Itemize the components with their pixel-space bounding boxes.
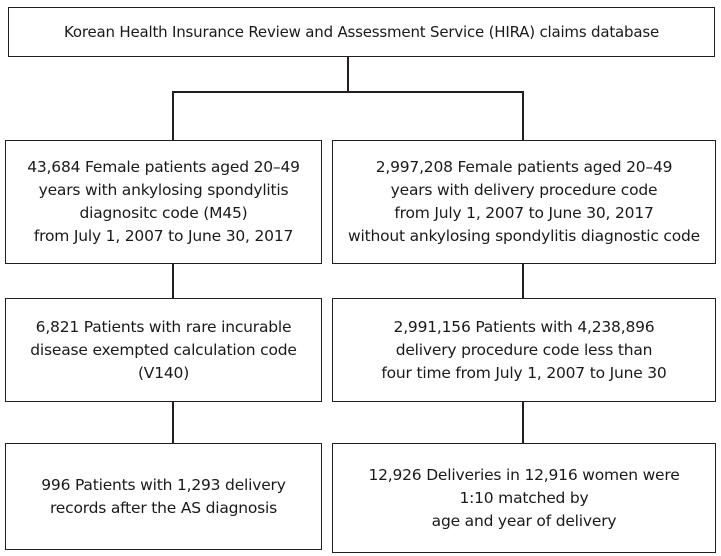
box-text-line: Korean Health Insurance Review and Assessment Service (HIRA) claims database xyxy=(64,22,659,41)
connector-split xyxy=(172,91,523,93)
connector-top-down xyxy=(347,57,349,92)
connector-left-2-3 xyxy=(172,402,174,443)
box-text-line: 996 Patients with 1,293 delivery xyxy=(41,475,286,494)
box-text-line: 43,684 Female patients aged 20–49 xyxy=(27,158,300,176)
box-text-line: from July 1, 2007 to June 30, 2017 xyxy=(33,227,294,245)
box-text-line: (V140) xyxy=(137,363,190,382)
rare-disease-code-box xyxy=(5,298,322,402)
box-text-line: 6,821 Patients with rare incurable xyxy=(35,317,292,336)
connector-left-branch xyxy=(172,91,174,140)
connector-right-1-2 xyxy=(522,264,524,298)
box-text-line: age and year of delivery xyxy=(431,511,617,530)
box-text-line: delivery procedure code less than xyxy=(395,340,653,359)
connector-left-1-2 xyxy=(172,264,174,298)
delivery-code-count-box xyxy=(332,298,716,402)
box-text-line: diagnositc code (M45) xyxy=(79,204,248,222)
matched-deliveries-box xyxy=(332,443,716,553)
delivery-patients-box xyxy=(332,140,716,264)
box-text-line: from July 1, 2007 to June 30, 2017 xyxy=(394,204,654,222)
hira-database-box xyxy=(8,7,715,57)
connector-right-branch xyxy=(522,91,524,140)
as-patients-box xyxy=(5,140,322,264)
box-text-line: records after the AS diagnosis xyxy=(49,498,278,517)
box-text-line: disease exempted calculation code xyxy=(30,340,297,359)
box-text-line: four time from July 1, 2007 to June 30 xyxy=(381,363,667,382)
box-text-line: 1:10 matched by xyxy=(459,488,589,507)
as-delivery-records-box xyxy=(5,443,322,550)
connector-right-2-3 xyxy=(522,402,524,443)
box-text-line: years with delivery procedure code xyxy=(390,181,658,199)
box-text-line: 2,991,156 Patients with 4,238,896 xyxy=(393,317,655,336)
box-text-line: years with ankylosing spondylitis xyxy=(38,181,289,199)
box-text-line: 2,997,208 Female patients aged 20–49 xyxy=(375,158,673,176)
box-text-line: without ankylosing spondylitis diagnostic code xyxy=(348,227,700,245)
box-text-line: 12,926 Deliveries in 12,916 women were xyxy=(368,465,680,484)
